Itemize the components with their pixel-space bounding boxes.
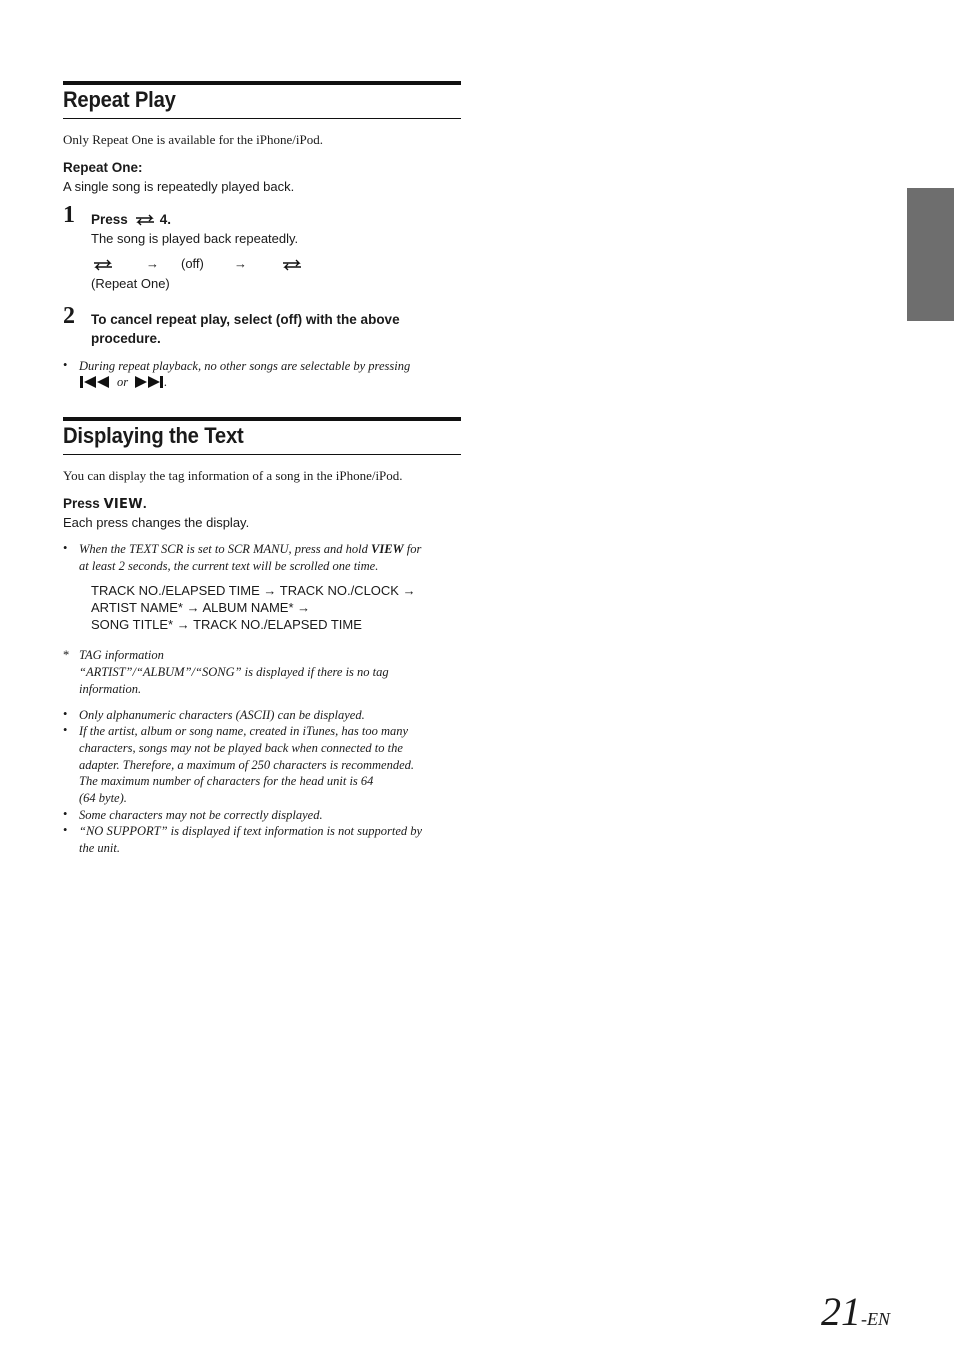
subheading-repeat-one: Repeat One: <box>63 160 143 175</box>
sequence-arrow: → <box>234 256 247 271</box>
press-view-description: Each press changes the display. <box>63 515 250 530</box>
view-key: VIEW <box>103 497 143 512</box>
side-tab <box>907 188 954 321</box>
display-sequence-line: ARTIST NAME* → ALBUM NAME* → <box>91 600 311 615</box>
list-bullet: • <box>63 723 68 737</box>
intro-text: Only Repeat One is available for the iPhone/iPod. <box>63 132 323 147</box>
page-number <box>821 1288 890 1335</box>
step-number-2: 2 <box>63 303 75 329</box>
footnote-line: “ARTIST”/“ALBUM”/“SONG” is displayed if there is no tag <box>79 665 389 679</box>
section-title-repeat-play: Repeat Play <box>63 87 176 112</box>
list-bullet: • <box>63 807 68 821</box>
key-number: 4. <box>159 212 172 227</box>
step-1-instruction <box>91 212 171 227</box>
sequence-off: (off) <box>181 256 204 271</box>
press-end: . <box>142 496 147 511</box>
step-2-line-2: procedure. <box>91 331 161 346</box>
section-top-rule <box>63 417 461 421</box>
press-view-heading <box>63 496 147 512</box>
sequence-caption: (Repeat One) <box>91 276 170 291</box>
skip-forward-icon <box>134 376 164 388</box>
page-number-value: 21 <box>821 1289 861 1334</box>
press-label: Press <box>63 496 100 511</box>
note-line-2: at least 2 seconds, the current text will be scrolled one time. <box>79 559 379 573</box>
repeat-icon <box>281 259 303 271</box>
sequence-arrow: → <box>146 256 159 271</box>
step-number-1: 1 <box>63 202 75 228</box>
note-line-2 <box>79 374 167 391</box>
repeat-icon <box>92 259 114 271</box>
skip-back-icon <box>79 376 111 388</box>
section-title-displaying-text: Displaying the Text <box>63 423 244 448</box>
display-sequence-line: TRACK NO./ELAPSED TIME → TRACK NO./CLOCK → <box>91 583 416 598</box>
press-label: Press <box>91 212 128 227</box>
section-title-underline <box>63 454 461 455</box>
list-item: The maximum number of characters for the head unit is 64 <box>79 774 374 788</box>
list-item: characters, songs may not be played back when connected to the <box>79 741 403 755</box>
step-1-description: The song is played back repeatedly. <box>91 231 299 246</box>
list-item: adapter. Therefore, a maximum of 250 characters is recommended. <box>79 758 415 772</box>
section-top-rule <box>63 81 461 85</box>
note-end: . <box>164 375 168 389</box>
list-bullet: • <box>63 823 68 837</box>
note-text: for <box>406 542 422 556</box>
list-item: If the artist, album or song name, created in iTunes, has too many <box>79 724 409 738</box>
subheading-description: A single song is repeatedly played back. <box>63 179 295 194</box>
list-item: (64 byte). <box>79 791 127 805</box>
list-bullet: • <box>63 707 68 721</box>
page-number-suffix: -EN <box>861 1309 890 1329</box>
intro-text: You can display the tag information of a song in the iPhone/iPod. <box>63 468 403 483</box>
list-item: Some characters may not be correctly displayed. <box>79 808 323 822</box>
footnote-line: information. <box>79 682 142 696</box>
note-view-key: VIEW <box>371 542 404 556</box>
note-or: or <box>117 375 129 389</box>
note-bullet: • <box>63 541 68 555</box>
section-title-underline <box>63 118 461 119</box>
step-2-line-1: To cancel repeat play, select (off) with the above <box>91 312 400 327</box>
note-bullet: • <box>63 358 68 372</box>
repeat-icon <box>134 214 156 226</box>
note-line-1: During repeat playback, no other songs are selectable by pressing <box>79 359 411 373</box>
list-item: the unit. <box>79 841 120 855</box>
note-text: When the TEXT SCR is set to SCR MANU, press and hold <box>79 542 368 556</box>
note-line-1 <box>79 541 421 558</box>
display-sequence-line: SONG TITLE* → TRACK NO./ELAPSED TIME <box>91 617 362 632</box>
list-item: “NO SUPPORT” is displayed if text information is not supported by <box>79 824 423 838</box>
footnote-mark: * <box>63 648 70 662</box>
list-item: Only alphanumeric characters (ASCII) can be displayed. <box>79 708 365 722</box>
footnote-line: TAG information <box>79 648 164 662</box>
